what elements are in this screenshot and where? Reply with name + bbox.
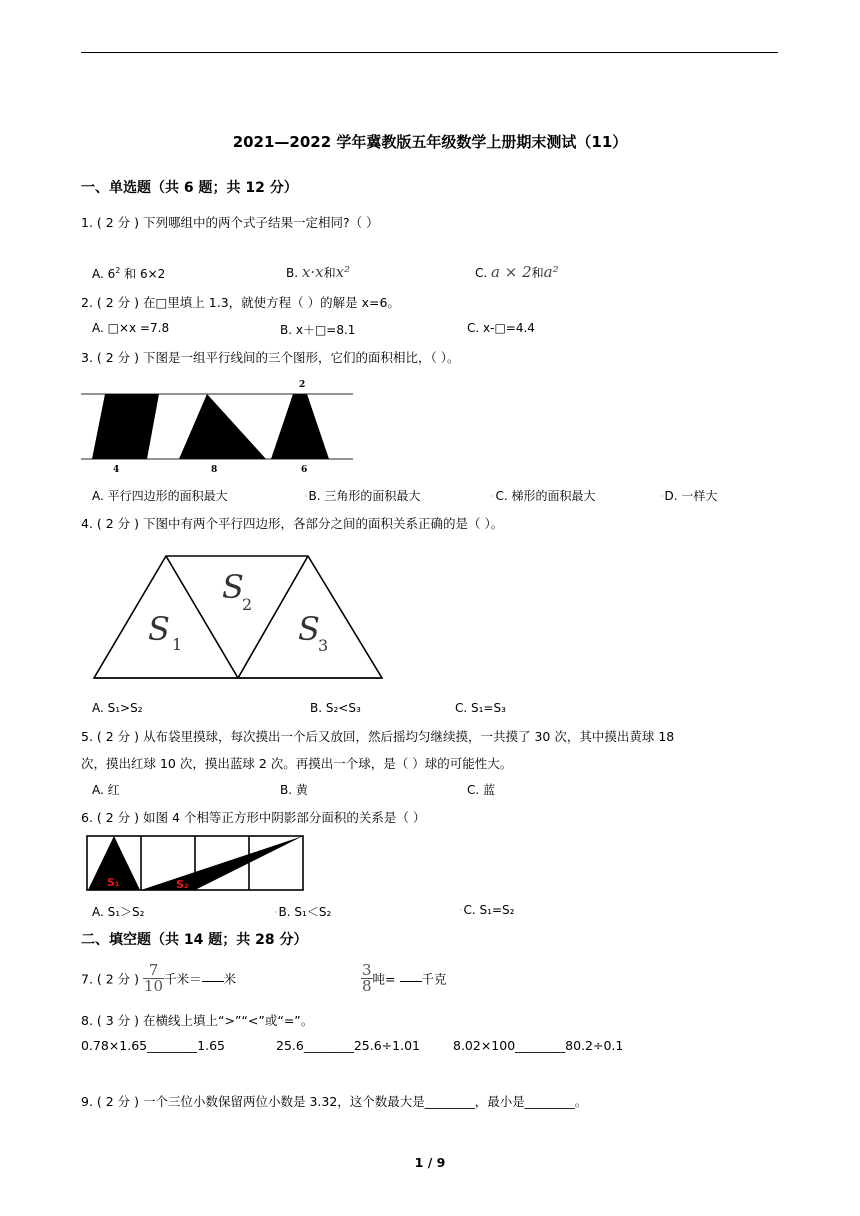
question-4: 4. ( 2 分 ) 下图中有两个平行四边形，各部分之间的面积关系正确的是（ ）。 [81,516,504,531]
q6-shaded-triangle-s2 [141,836,303,890]
question-6: 6. ( 2 分 ) 如图 4 个相等正方形中阴影部分面积的关系是（ ） [81,810,426,825]
q6-label-s2: S₂ [176,878,189,891]
q3-label-triangle-base: 8 [211,465,218,474]
question-7-part-2: $\frac{3}{8}$ 吨= 千克 [362,961,447,995]
q4-label-s3-sub: 3 [318,636,329,655]
page-number: 1 / 9 [414,1155,446,1170]
document-title: 2021—2022 学年冀教版五年级数学上册期末测试（11） [232,133,628,151]
q3-triangle [179,394,266,459]
q1-option-b: B. x·x和x² [286,263,351,281]
q4-option-c: C. S₁=S₃ [455,701,506,715]
q3-option-d: ◦D. 一样大 [660,489,718,503]
q3-option-c: ◦C. 梯形的面积最大 [491,489,596,503]
question-5-line-2: 次，摸出红球 10 次，摸出蓝球 2 次。再摸出一个球，是（ ）球的可能性大。 [81,756,513,771]
q3-label-trapezoid-base: 6 [301,465,308,474]
q8-expression-2: 25.6________25.6÷1.01 [276,1038,420,1053]
q2-option-b: B. x＋□=8.1 [280,323,356,337]
q4-label-s3: S [298,610,320,648]
q6-squares-figure [85,834,307,894]
q3-option-a: A. 平行四边形的面积最大 [92,489,228,503]
q6-option-b: ◦B. S₁＜S₂ [274,905,332,919]
q3-option-b: ◦B. 三角形的面积最大 [304,489,421,503]
q2-option-a: A. □×x =7.8 [92,321,170,335]
question-3: 3. ( 2 分 ) 下图是一组平行线间的三个图形，它们的面积相比，（ ）。 [81,350,460,365]
question-8: 8. ( 3 分 ) 在横线上填上“>”“<”或“=”。 [81,1013,314,1028]
header-rule [81,52,778,53]
q4-parallelogram-figure [90,550,386,682]
q3-trapezoid [271,394,329,459]
question-1: 1. ( 2 分 ) 下列哪组中的两个式子结果一定相同?（ ） [81,215,379,230]
q3-parallelogram [92,394,159,459]
q4-label-s2-sub: 2 [242,595,253,614]
q7-fraction-2: $\frac{3}{8}$ [362,961,372,995]
q4-label-s1-sub: 1 [172,635,183,654]
question-2: 2. ( 2 分 ) 在□里填上 1.3，就使方程（ ）的解是 x=6。 [81,295,400,310]
section-heading-1: 一、单选题（共 6 题；共 12 分） [81,180,298,196]
q8-expression-3: 8.02×100________80.2÷0.1 [453,1038,624,1053]
q6-label-s1: S₁ [107,876,120,889]
q4-label-s1: S [148,610,170,648]
q4-label-s2: S [222,568,244,606]
q7-blank-2[interactable] [400,970,422,982]
section-heading-2: 二、填空题（共 14 题；共 28 分） [81,932,308,948]
q1-option-c: C. a × 2和a² [475,263,559,281]
q7-blank-1[interactable] [202,970,224,982]
q5-option-c: C. 蓝 [467,783,496,797]
q6-option-c: ◦C. S₁=S₂ [459,903,515,917]
q4-option-b: B. S₂<S₃ [310,701,361,715]
q3-label-parallelogram-base: 4 [113,465,120,474]
q3-label-trapezoid-top: 2 [299,380,306,390]
question-9: 9. ( 2 分 ) 一个三位小数保留两位小数是 3.32，这个数最大是________，最小是________。 [81,1094,588,1109]
question-5-line-1: 5. ( 2 分 ) 从布袋里摸球，每次摸出一个后又放回，然后摇均匀继续摸，一共摸了 30 次，其中摸出黄球 18 [81,729,675,744]
q5-option-a: A. 红 [92,783,120,797]
q2-option-c: C. x-□=4.4 [467,321,535,335]
q4-option-a: A. S₁>S₂ [92,701,143,715]
q1-option-a: A. $6^2$ 和 6×2 [92,266,166,281]
question-7: 7. ( 2 分 ) $\frac{7}{10}$ 千米＝ 米 [81,961,237,995]
q8-expression-1: 0.78×1.65________1.65 [81,1038,225,1053]
q3-parallel-figures [81,376,353,474]
q5-option-b: B. 黄 [280,783,308,797]
q6-option-a: A. S₁＞S₂ [92,905,145,919]
q7-fraction-1: $\frac{7}{10}$ [144,961,164,995]
